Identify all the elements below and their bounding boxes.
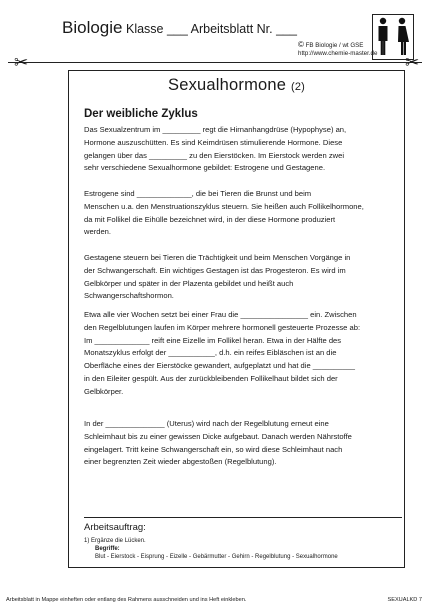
text-line: Gelbkörper.	[84, 386, 124, 396]
paragraph	[84, 188, 402, 239]
text-line: Das Sexualzentrum im _________ regt die Hirnanhangdrüse (Hypophyse) an,	[84, 125, 347, 134]
task-block	[84, 538, 338, 561]
worksheet-header	[62, 18, 297, 38]
text-line: Etwa alle vier Wochen setzt bei einer Frau die ________________ ein. Zwischen	[84, 310, 357, 319]
text-line: Schleimhaut bis zu einer gewissen Dicke aufgebaut. Danach werden Nährstoffe	[84, 431, 352, 441]
header-rule	[8, 62, 422, 63]
text-line: einer begrenzten Zeit wieder abgestoßen (Regelblutung).	[84, 457, 277, 467]
text-line: da mit Follikel die Eihülle bezeichnet wird, in der diese Hormone produziert	[84, 214, 336, 224]
copyright-symbol: ©	[298, 40, 304, 49]
text-line: in den Eileiter gespült. Aus der zurückbleibenden Follikelhaut bildet sich der	[84, 373, 338, 383]
section-title: Der weibliche Zyklus	[84, 108, 198, 120]
page-title	[68, 76, 405, 95]
text-line: Im _____________ reift eine Eizelle im Follikel heran. Etwa in der Hälfte des	[84, 335, 342, 345]
text-line: In der ______________ (Uterus) wird nach der Regelblutung erneut eine	[84, 419, 329, 428]
class-label: Klasse ___	[125, 22, 188, 36]
paragraph	[84, 124, 402, 175]
paragraph	[84, 252, 402, 303]
text-line: eingelagert. Tritt keine Schwangerschaft ein, so wird diese Schleimhaut nach	[84, 444, 343, 454]
text-line: Gelbkörper und später in der Plazenta gebildet und heißt auch	[84, 278, 294, 288]
title-suffix: (2)	[290, 81, 306, 93]
terms-label: Begriffe:	[95, 545, 120, 552]
scissors-icon: ✂	[14, 53, 29, 72]
paragraph	[84, 418, 402, 469]
text-line: den Regelblutungen laufen im Körper mehrere hormonell gesteuerte Prozesse ab:	[84, 322, 361, 332]
footer-code: SEXUALKD 7	[387, 597, 422, 603]
task-divider	[84, 517, 402, 518]
text-line: Gestagene steuern bei Tieren die Trächtigkeit und beim Menschen Vorgänge in	[84, 253, 351, 262]
terms-list: Blut - Eierstock - Eisprung - Eizelle - Gebärmutter - Gehirn - Regelblutung - Sexualhormone	[95, 553, 338, 560]
title-text: Sexualhormone	[167, 76, 287, 94]
footer	[6, 597, 424, 603]
text-line: werden.	[84, 227, 112, 237]
text-line: Estrogene sind _____________, die bei Tieren die Brunst und beim	[84, 189, 312, 198]
paragraph	[84, 309, 402, 399]
task-heading: Arbeitsauftrag:	[84, 522, 146, 533]
text-line: gelangen über das _________ zu den Eierstöcken. Im Eierstock werden zwei	[84, 150, 345, 160]
text-line: Schwangerschaftshormon.	[84, 291, 174, 301]
text-line: Oberfläche eines der Eierstöcke gewandert, aufgeplatzt und hat die __________	[84, 361, 356, 371]
text-line: Menschen u.a. den Menstruationszyklus steuern. Sie heißen auch Follikelhormone,	[84, 201, 364, 211]
text-line: Hormone auszuschütten. Es sind Keimdrüsen stimulierende Hormone. Diese	[84, 137, 343, 147]
copyright-line1: FB Biologie / wt GSE	[305, 42, 364, 49]
scissors-icon: ✂	[405, 53, 420, 72]
sheet-number-label: Arbeitsblatt Nr. ___	[190, 22, 297, 36]
copyright-block	[298, 41, 377, 57]
footer-note: Arbeitsblatt in Mappe einheften oder entlang des Rahmens ausschneiden und ins Heft einkleben.	[6, 597, 247, 603]
text-line: der Schwangerschaft. Ein wichtiges Gestagen ist das Progesteron. Es wird im	[84, 265, 346, 275]
text-line: sehr verschiedene Sexualhormone gebildet: Estrogene und Gestagene.	[84, 163, 326, 173]
task-item: 1) Ergänze die Lücken.	[84, 538, 146, 544]
text-line: Monatszyklus erfolgt der ___________, d.h. ein reifes Eibläschen ist an die	[84, 348, 337, 358]
subject-label: Biologie	[62, 18, 123, 37]
copyright-line2: http://www.chemie-master.de	[298, 49, 378, 57]
